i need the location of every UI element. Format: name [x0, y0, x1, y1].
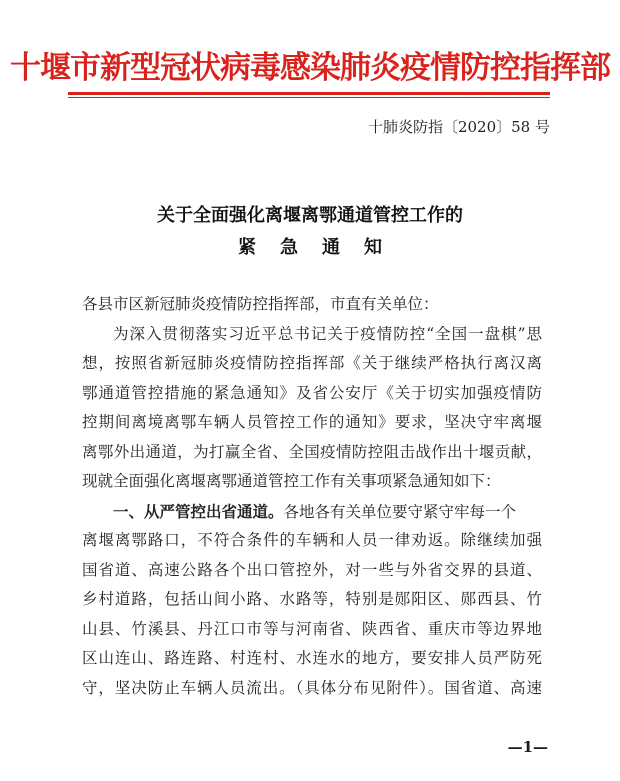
- document-title-line-2: 紧急通知: [238, 237, 406, 258]
- section-1-line-4: 乡村道路，包括山间小路、水路等，特别是郧阳区、郧西县、竹: [82, 590, 542, 608]
- paragraph-1-line-3: 鄂通道管控措施的紧急通知》及省公安厅《关于切实加强疫情防: [82, 383, 542, 402]
- section-1-first-line-rest: 各地各有关单位要守紧守牢每一个: [283, 502, 517, 521]
- header-red-rule-thick: [68, 92, 550, 95]
- document-body: [82, 290, 542, 703]
- issuer-header-title: 十堰市新型冠状病毒感染肺炎疫情防控指挥部: [10, 50, 610, 86]
- section-1-line-2: 离堰离鄂路口，不符合条件的车辆和人员一律劝返。除继续加强: [82, 531, 542, 549]
- paragraph-1-line-2: 想，按照省新冠肺炎疫情防控指挥部《关于继续严格执行离汉离: [82, 354, 542, 372]
- paragraph-1-line-4: 控期间离境离鄂车辆人员管控工作的通知》要求，坚决守牢离堰: [82, 413, 542, 431]
- page-number: —1—: [507, 738, 548, 756]
- document-title-line-1: 关于全面强化离堰离鄂通道管控工作的: [157, 205, 463, 226]
- paragraph-1-line-1: 为深入贯彻落实习近平总书记关于疫情防控“全国一盘棋”思: [113, 324, 542, 343]
- section-1-line-3: 国省道、高速公路各个出口管控外，对一些与外省交界的县道、: [82, 560, 542, 579]
- section-1-first-line: [82, 497, 542, 527]
- salutation: 各县市区新冠肺炎疫情防控指挥部，市直有关单位：: [82, 295, 439, 313]
- section-1-line-5: 山县、竹溪县、丹江口市等与河南省、陕西省、重庆市等边界地: [82, 619, 542, 638]
- paragraph-1-line-5: 离鄂外出通道，为打赢全省、全国疫情防控阻击战作出十堰贡献，: [82, 442, 542, 461]
- section-1-line-6: 区山连山、路连路、村连村、水连水的地方，要安排人员严防死: [82, 649, 542, 667]
- header-red-rule-thin: [68, 97, 550, 98]
- document-number: 十肺炎防指〔2020〕58 号: [367, 118, 550, 136]
- paragraph-1-line-6: 现就全面强化离堰离鄂通道管控工作有关事项紧急通知如下：: [82, 472, 501, 490]
- section-1-line-7: 守，坚决防止车辆人员流出。（具体分布见附件）。国省道、高速: [82, 678, 542, 697]
- section-1-heading: 一、从严管控出省通道。: [113, 501, 284, 521]
